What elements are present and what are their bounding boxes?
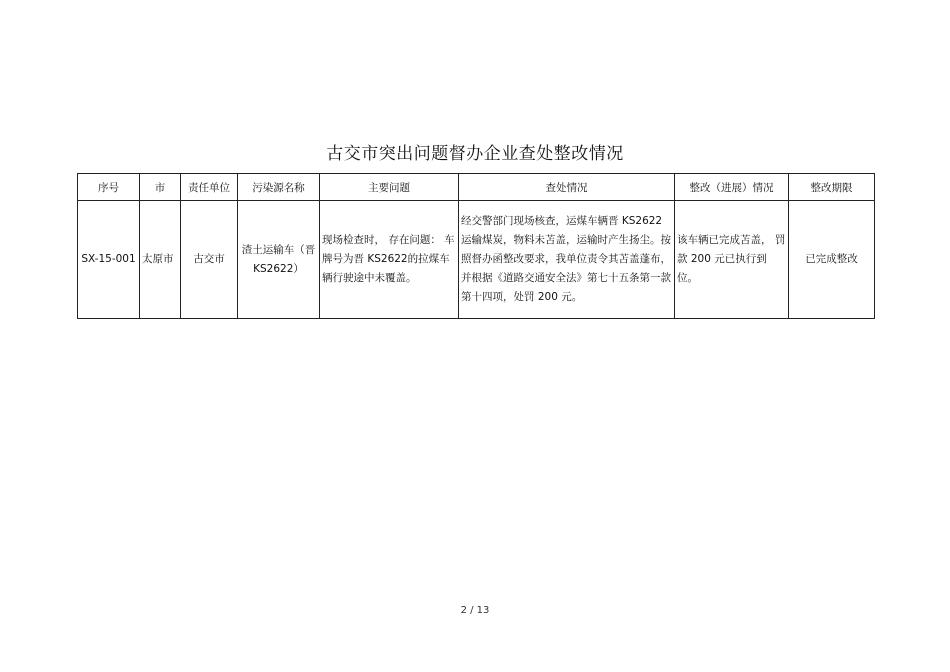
header-pollution-source: 污染源名称	[238, 174, 320, 201]
page-number: 2 / 13	[460, 605, 490, 616]
cell-serial: SX-15-001	[78, 201, 140, 319]
table-header-row	[78, 174, 875, 201]
header-main-issue: 主要问题	[320, 174, 459, 201]
cell-main-issue: 现场检查时， 存在问题： 车牌号为晋 KS2622的拉煤车辆行驶途中未覆盖。	[320, 201, 459, 319]
cell-city: 太原市	[140, 201, 181, 319]
cell-pollution-source: 渣土运输车（晋 KS2622）	[238, 201, 320, 319]
header-city: 市	[140, 174, 181, 201]
header-progress: 整改（进展）情况	[675, 174, 789, 201]
rectification-table	[77, 173, 875, 319]
table-row	[78, 201, 875, 319]
cell-deadline: 已完成整改	[789, 201, 875, 319]
header-handling: 查处情况	[459, 174, 675, 201]
header-serial: 序号	[78, 174, 140, 201]
header-deadline: 整改期限	[789, 174, 875, 201]
header-responsible-unit: 责任单位	[181, 174, 238, 201]
cell-progress: 该车辆已完成苫盖， 罚款 200 元已执行到位。	[675, 201, 789, 319]
cell-handling: 经交警部门现场核查，运煤车辆晋 KS2622运输煤炭，物料未苫盖，运输时产生扬尘。按照督办函整改要求，我单位责令其苫盖蓬布，并根据《道路交通安全法》第七十五条第一款第十四项，处罚 200 元。	[459, 201, 675, 319]
cell-unit: 古交市	[181, 201, 238, 319]
document-title: 古交市突出问题督办企业查处整改情况	[326, 144, 624, 164]
